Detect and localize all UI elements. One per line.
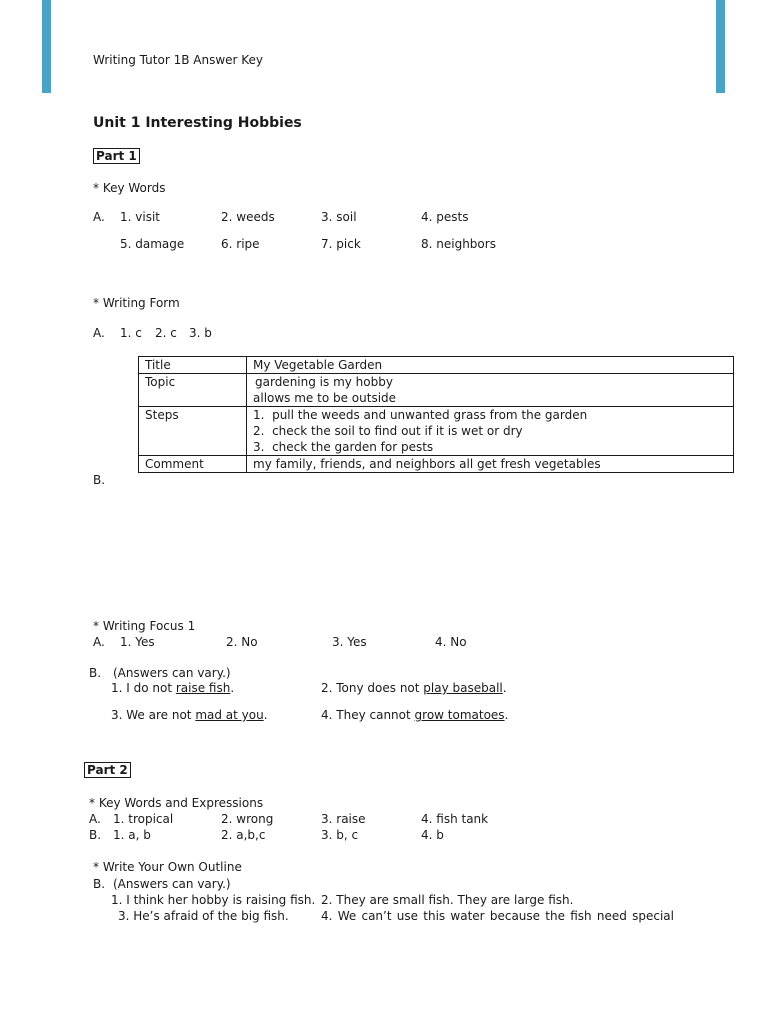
outline-item-4-word: because (489, 909, 541, 923)
key-expressions-a-3: 3. raise (321, 812, 366, 826)
writing-form-a-2: 2. c (155, 326, 177, 340)
outline-item-4-word: this (423, 909, 446, 923)
sentence-answer: raise fish (175, 681, 231, 695)
key-word-4: 4. pests (421, 210, 469, 224)
key-expressions-a-label: A. (89, 812, 101, 826)
key-expressions-a-2: 2. wrong (221, 812, 274, 826)
table-row-steps (139, 407, 734, 456)
outline-item-4-word: need (596, 909, 627, 923)
outline-item-4-word: We (337, 909, 357, 923)
outline-item-4-word: the (545, 909, 565, 923)
sentence-answer: grow tomatoes (414, 708, 505, 722)
title-value: My Vegetable Garden (247, 357, 734, 374)
topic-line-2: allows me to be outside (253, 391, 397, 405)
table-row-title (139, 357, 734, 374)
key-word-7: 7. pick (321, 237, 361, 251)
outline-item-4-word: water (450, 909, 485, 923)
writing-form-a-1: 1. c (120, 326, 142, 340)
sentence-answer: mad at you (195, 708, 264, 722)
key-words-heading: * Key Words (93, 181, 166, 195)
writing-focus-b-label: B. (89, 666, 102, 680)
key-expressions-b-4: 4. b (421, 828, 444, 842)
writing-focus-a-3: 3. Yes (332, 635, 367, 649)
unit-title: Unit 1 Interesting Hobbies (93, 115, 302, 131)
outline-item-2: 2. They are small fish. They are large fish. (321, 893, 574, 907)
key-expressions-b-3: 3. b, c (321, 828, 359, 842)
key-word-8: 8. neighbors (421, 237, 496, 251)
sentence-prefix: 2. Tony does not (321, 681, 424, 695)
key-expressions-b-2: 2. a,b,c (221, 828, 266, 842)
key-word-6: 6. ripe (221, 237, 260, 251)
outline-b-note: (Answers can vary.) (113, 877, 231, 891)
outline-item-4-word: 4. (321, 909, 333, 923)
table-row-comment (139, 456, 734, 473)
writing-focus-a-1: 1. Yes (120, 635, 155, 649)
left-margin-bar (42, 0, 51, 93)
title-label: Title (139, 357, 247, 374)
sentence-answer: play baseball (423, 681, 503, 695)
sentence-suffix: . (502, 681, 507, 695)
sentence-suffix: . (504, 708, 509, 722)
writing-focus-b-1 (111, 680, 234, 696)
outline-item-4-word: special (632, 909, 674, 923)
writing-focus-b-2 (321, 680, 507, 696)
part2-label: Part 2 (84, 762, 131, 778)
outline-item-4 (321, 908, 674, 924)
writing-focus-heading: * Writing Focus 1 (93, 619, 196, 633)
topic-line-1: gardening is my hobby (255, 375, 393, 389)
sentence-suffix: . (230, 681, 235, 695)
writing-form-b-label: B. (93, 473, 106, 487)
table-row-topic (139, 374, 734, 407)
outline-item-1: 1. I think her hobby is raising fish. (111, 893, 316, 907)
writing-focus-a-label: A. (93, 635, 105, 649)
sentence-prefix: 4. They cannot (321, 708, 415, 722)
writing-focus-a-4: 4. No (435, 635, 467, 649)
outline-heading: * Write Your Own Outline (93, 860, 242, 874)
outline-b-label: B. (93, 877, 106, 891)
key-word-3: 3. soil (321, 210, 357, 224)
key-word-5: 5. damage (120, 237, 185, 251)
step-3: 3. check the garden for pests (253, 440, 434, 454)
writing-form-table (138, 356, 734, 473)
key-expressions-b-1: 1. a, b (113, 828, 151, 842)
key-words-a-label: A. (93, 210, 105, 224)
topic-value (247, 374, 734, 407)
sentence-prefix: 3. We are not (111, 708, 196, 722)
key-expressions-heading: * Key Words and Expressions (89, 796, 264, 810)
writing-focus-b-4 (321, 707, 508, 723)
writing-form-a-label: A. (93, 326, 105, 340)
key-expressions-b-label: B. (89, 828, 102, 842)
right-margin-bar (716, 0, 725, 93)
outline-item-3: 3. He’s afraid of the big fish. (118, 909, 289, 923)
step-2: 2. check the soil to find out if it is wet or dry (253, 424, 523, 438)
document-header: Writing Tutor 1B Answer Key (93, 53, 264, 67)
writing-focus-a-2: 2. No (226, 635, 258, 649)
key-word-2: 2. weeds (221, 210, 275, 224)
sentence-prefix: 1. I do not (111, 681, 176, 695)
writing-focus-b-3 (111, 707, 268, 723)
part1-label: Part 1 (93, 148, 140, 164)
sentence-suffix: . (263, 708, 268, 722)
outline-item-4-word: use (396, 909, 419, 923)
topic-label: Topic (139, 374, 247, 407)
outline-item-4-word: can’t (361, 909, 392, 923)
key-expressions-a-4: 4. fish tank (421, 812, 489, 826)
outline-item-4-word: fish (570, 909, 592, 923)
writing-focus-b-note: (Answers can vary.) (113, 666, 231, 680)
key-word-1: 1. visit (120, 210, 160, 224)
comment-value: my family, friends, and neighbors all get fresh vegetables (247, 456, 734, 473)
comment-label: Comment (139, 456, 247, 473)
writing-form-a-3: 3. b (189, 326, 212, 340)
step-1: 1. pull the weeds and unwanted grass from the garden (253, 408, 588, 422)
steps-value (247, 407, 734, 456)
steps-label: Steps (139, 407, 247, 456)
writing-form-heading: * Writing Form (93, 296, 180, 310)
key-expressions-a-1: 1. tropical (113, 812, 174, 826)
